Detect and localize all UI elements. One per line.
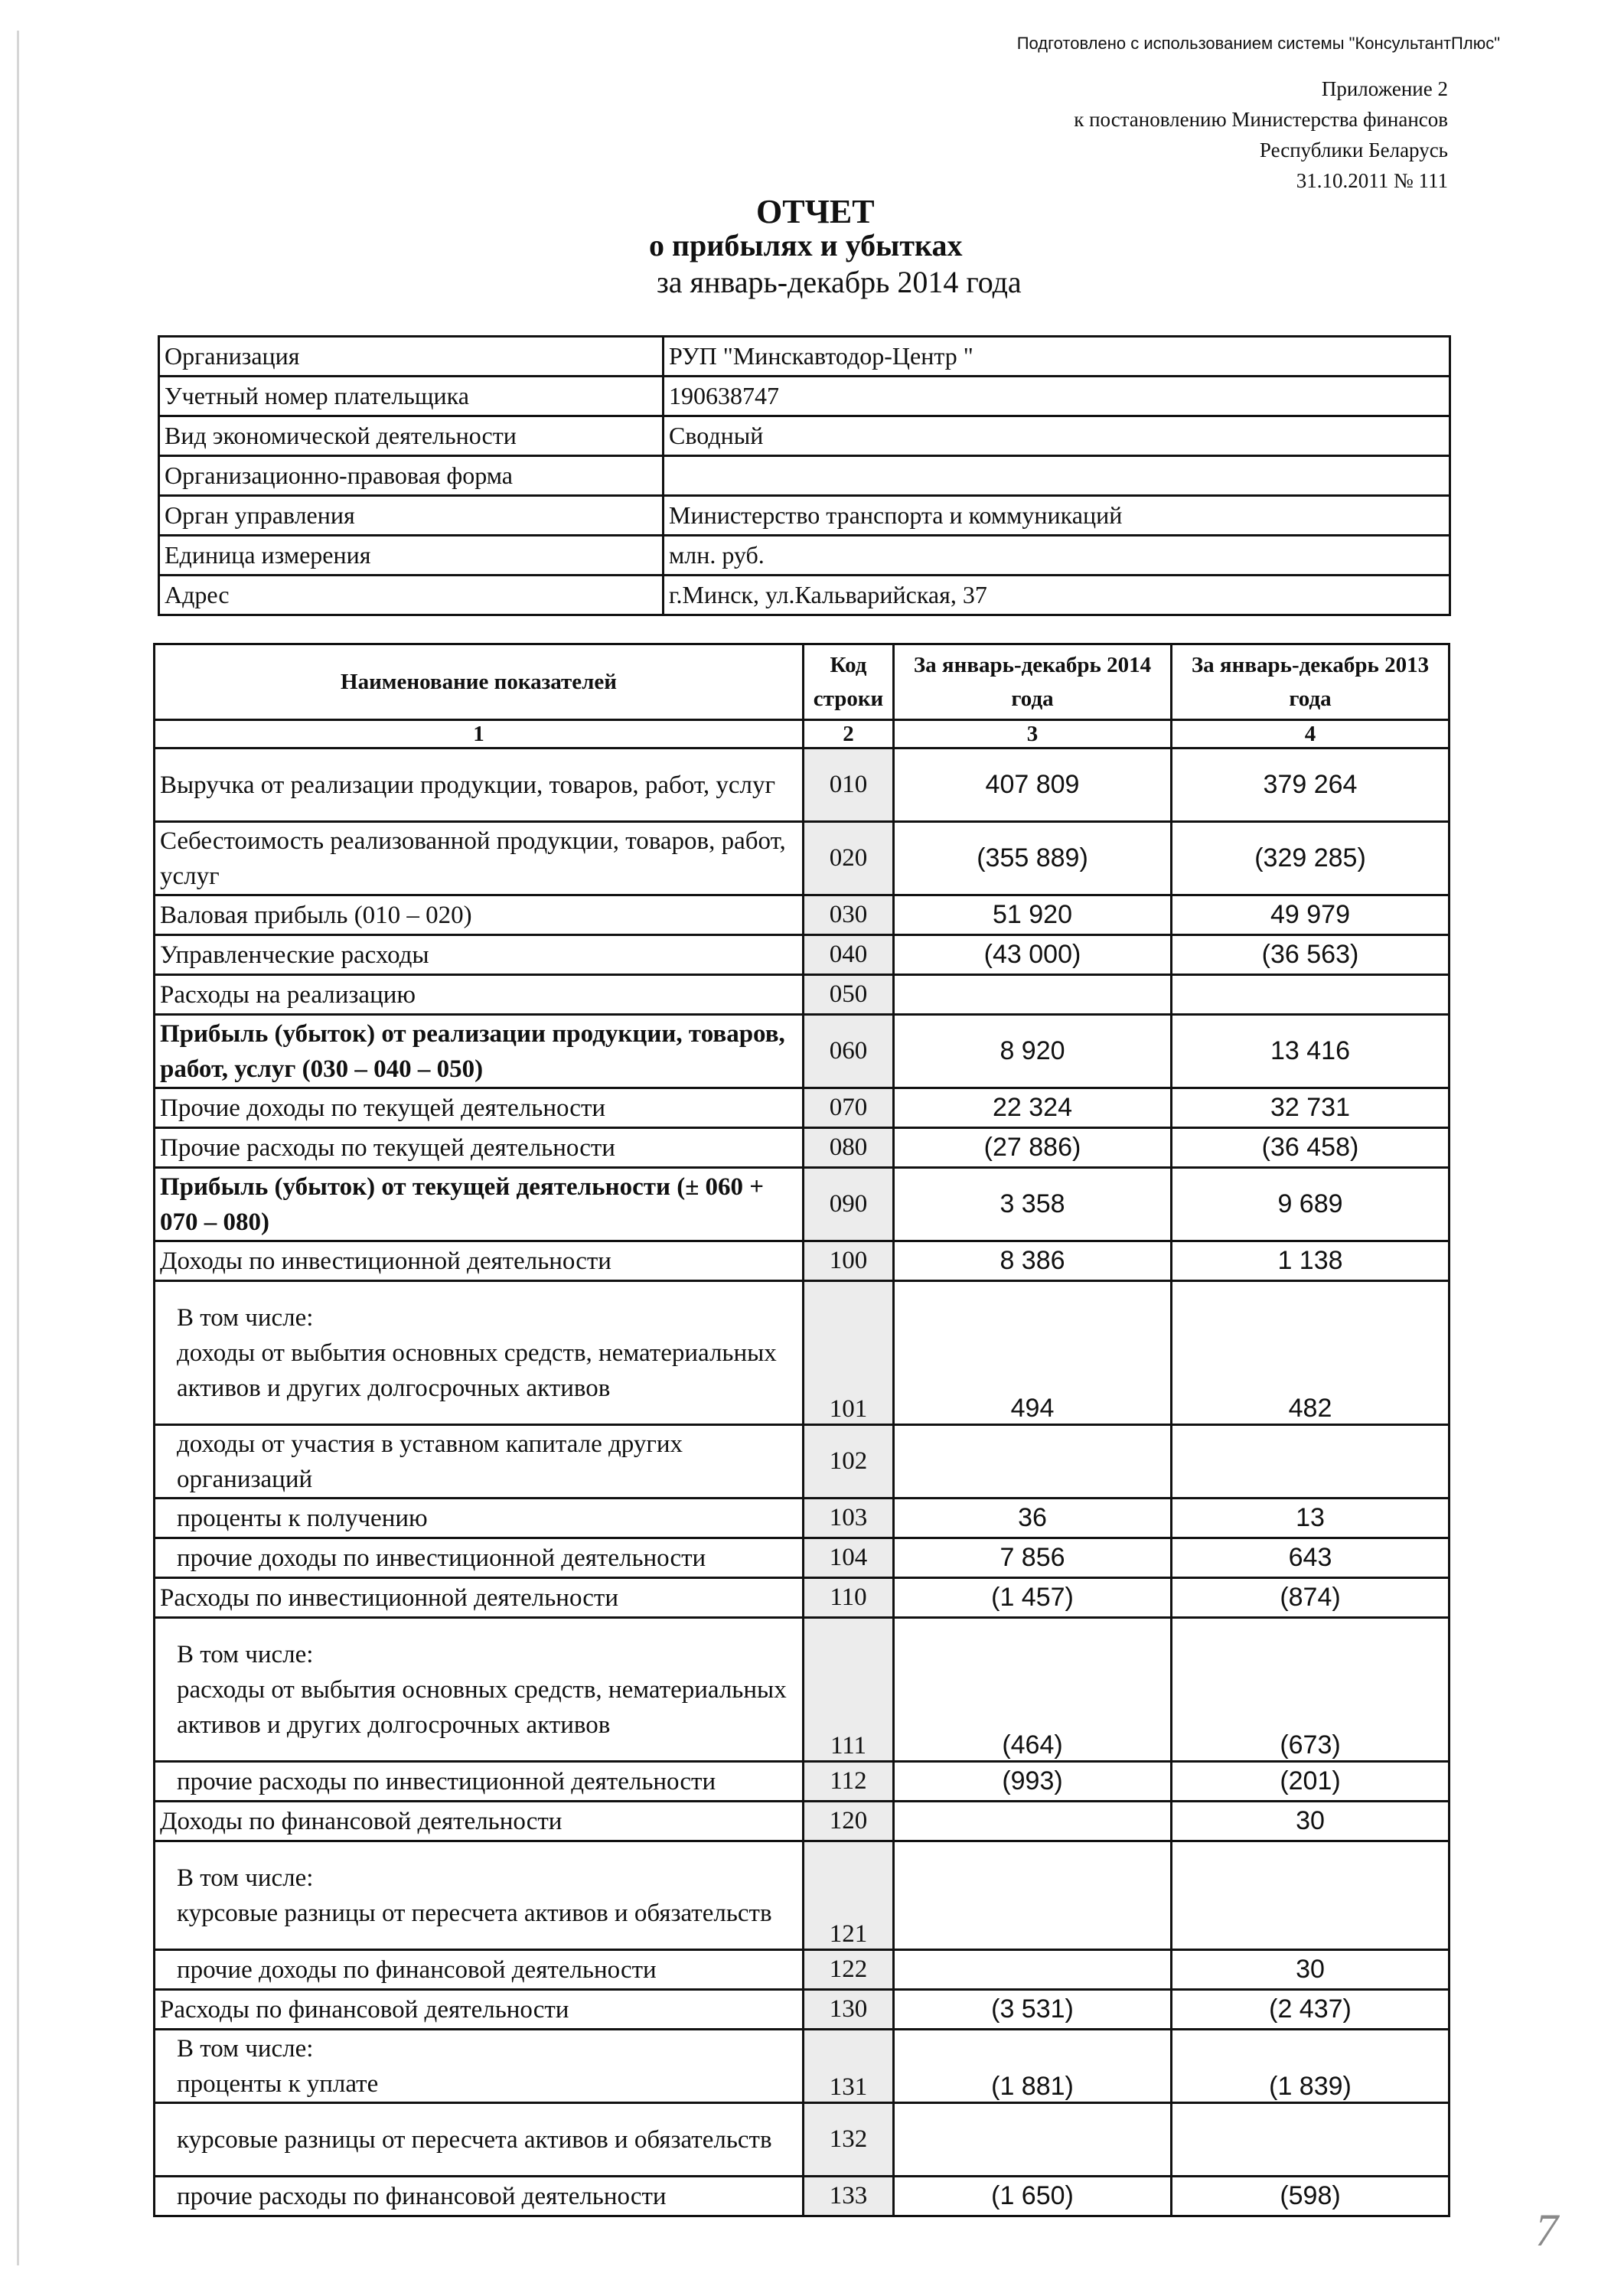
row-code: 070	[804, 1088, 894, 1128]
value-2013: 13	[1172, 1499, 1450, 1538]
value-2013	[1172, 1425, 1450, 1499]
appendix-block	[1074, 73, 1448, 196]
row-name: В том числе: расходы от выбытия основных средств, нематериальных активов и других долгосрочных активов	[155, 1618, 804, 1762]
row-code: 090	[804, 1168, 894, 1241]
table-row	[155, 1499, 1450, 1538]
table-row	[155, 1168, 1450, 1241]
row-code: 020	[804, 822, 894, 895]
row-code: 133	[804, 2177, 894, 2216]
row-name: Управленческие расходы	[155, 935, 804, 975]
info-value: млн. руб.	[664, 536, 1450, 576]
value-2013	[1172, 975, 1450, 1015]
row-code: 132	[804, 2103, 894, 2177]
row-name: Прочие расходы по текущей деятельности	[155, 1128, 804, 1168]
value-2014: 36	[894, 1499, 1172, 1538]
row-code: 130	[804, 1990, 894, 2030]
info-row	[159, 496, 1450, 536]
row-code: 104	[804, 1538, 894, 1578]
appendix-line: 31.10.2011 № 111	[1296, 169, 1448, 192]
table-row	[155, 1802, 1450, 1841]
info-label: Организационно-правовая форма	[159, 456, 664, 496]
value-2014: (464)	[894, 1618, 1172, 1762]
row-name: прочие доходы по инвестиционной деятельности	[155, 1538, 804, 1578]
value-2013: 643	[1172, 1538, 1450, 1578]
row-code: 122	[804, 1950, 894, 1990]
value-2014: 407 809	[894, 748, 1172, 822]
row-code: 102	[804, 1425, 894, 1499]
column-number-row	[155, 720, 1450, 748]
table-row	[155, 1088, 1450, 1128]
table-row	[155, 1618, 1450, 1762]
row-code: 010	[804, 748, 894, 822]
value-2013: (1 839)	[1172, 2030, 1450, 2103]
row-code: 040	[804, 935, 894, 975]
value-2014: (355 889)	[894, 822, 1172, 895]
info-label: Адрес	[159, 576, 664, 615]
handwritten-page-number: 7	[1535, 2205, 1558, 2255]
row-code: 050	[804, 975, 894, 1015]
table-header-row	[155, 644, 1450, 720]
row-name: Расходы по инвестиционной деятельности	[155, 1578, 804, 1618]
col-header-code: Код строки	[804, 644, 894, 720]
value-2014: (27 886)	[894, 1128, 1172, 1168]
value-2013: 30	[1172, 1950, 1450, 1990]
profit-loss-table	[153, 643, 1450, 2217]
row-name: В том числе: курсовые разницы от пересчета активов и обязательств	[155, 1841, 804, 1950]
value-2013: 482	[1172, 1281, 1450, 1425]
value-2014: (1 457)	[894, 1578, 1172, 1618]
row-name: Прибыль (убыток) от текущей деятельности (± 060 + 070 – 080)	[155, 1168, 804, 1241]
row-code: 120	[804, 1802, 894, 1841]
value-2013: (673)	[1172, 1618, 1450, 1762]
table-row	[155, 895, 1450, 935]
info-label: Вид экономической деятельности	[159, 416, 664, 456]
table-row	[155, 1990, 1450, 2030]
row-code: 103	[804, 1499, 894, 1538]
table-row	[155, 1241, 1450, 1281]
value-2013: 1 138	[1172, 1241, 1450, 1281]
info-row	[159, 337, 1450, 377]
table-row	[155, 975, 1450, 1015]
organization-info-table	[158, 335, 1451, 616]
info-value: Министерство транспорта и коммуникаций	[664, 496, 1450, 536]
value-2014: (993)	[894, 1762, 1172, 1802]
row-name: Доходы по инвестиционной деятельности	[155, 1241, 804, 1281]
row-name: Выручка от реализации продукции, товаров, работ, услуг	[155, 748, 804, 822]
row-name: Прочие доходы по текущей деятельности	[155, 1088, 804, 1128]
col-number: 3	[894, 720, 1172, 748]
info-row	[159, 456, 1450, 496]
value-2013: (2 437)	[1172, 1990, 1450, 2030]
table-row	[155, 935, 1450, 975]
value-2013: 379 264	[1172, 748, 1450, 822]
value-2014: 8 920	[894, 1015, 1172, 1088]
value-2013: (36 458)	[1172, 1128, 1450, 1168]
row-code: 112	[804, 1762, 894, 1802]
value-2013: (874)	[1172, 1578, 1450, 1618]
row-code: 060	[804, 1015, 894, 1088]
row-name: Расходы на реализацию	[155, 975, 804, 1015]
value-2014: 3 358	[894, 1168, 1172, 1241]
row-code: 100	[804, 1241, 894, 1281]
value-2013: 30	[1172, 1802, 1450, 1841]
value-2014	[894, 1950, 1172, 1990]
table-row	[155, 1762, 1450, 1802]
table-row	[155, 1841, 1450, 1950]
value-2014: 51 920	[894, 895, 1172, 935]
appendix-line: Республики Беларусь	[1259, 139, 1448, 161]
info-row	[159, 536, 1450, 576]
table-row	[155, 2177, 1450, 2216]
value-2013	[1172, 2103, 1450, 2177]
row-code: 110	[804, 1578, 894, 1618]
row-name: прочие доходы по финансовой деятельности	[155, 1950, 804, 1990]
table-row	[155, 822, 1450, 895]
col-header-name: Наименование показателей	[155, 644, 804, 720]
value-2014	[894, 1802, 1172, 1841]
row-code: 111	[804, 1618, 894, 1762]
title-line-1: ОТЧЕТ	[756, 193, 875, 230]
title-line-3: за январь-декабрь 2014 года	[657, 265, 1022, 299]
row-name: Расходы по финансовой деятельности	[155, 1990, 804, 2030]
table-row	[155, 1578, 1450, 1618]
value-2013: (598)	[1172, 2177, 1450, 2216]
table-row	[155, 1950, 1450, 1990]
value-2013: 9 689	[1172, 1168, 1450, 1241]
table-row	[155, 1281, 1450, 1425]
consultant-note: Подготовлено с использованием системы "КонсультантПлюс"	[1016, 34, 1500, 53]
info-label: Единица измерения	[159, 536, 664, 576]
row-name: прочие расходы по финансовой деятельности	[155, 2177, 804, 2216]
row-code: 030	[804, 895, 894, 935]
row-code: 080	[804, 1128, 894, 1168]
value-2013: 49 979	[1172, 895, 1450, 935]
value-2014: 22 324	[894, 1088, 1172, 1128]
value-2013: (329 285)	[1172, 822, 1450, 895]
col-number: 2	[804, 720, 894, 748]
value-2013: (36 563)	[1172, 935, 1450, 975]
row-name: Доходы по финансовой деятельности	[155, 1802, 804, 1841]
row-name: Прибыль (убыток) от реализации продукции, товаров, работ, услуг (030 – 040 – 050)	[155, 1015, 804, 1088]
info-label: Орган управления	[159, 496, 664, 536]
info-value: 190638747	[664, 377, 1450, 416]
value-2013: (201)	[1172, 1762, 1450, 1802]
value-2014	[894, 1841, 1172, 1950]
title-line-2: о прибылях и убытках	[649, 228, 963, 263]
row-name: курсовые разницы от пересчета активов и обязательств	[155, 2103, 804, 2177]
value-2014	[894, 1425, 1172, 1499]
appendix-line: Приложение 2	[1321, 77, 1448, 100]
info-value	[664, 456, 1450, 496]
col-header-2013: За январь-декабрь 2013 года	[1172, 644, 1450, 720]
value-2014	[894, 975, 1172, 1015]
scan-margin-line	[17, 31, 19, 2265]
col-number: 1	[155, 720, 804, 748]
col-number: 4	[1172, 720, 1450, 748]
row-code: 131	[804, 2030, 894, 2103]
row-name: Валовая прибыль (010 – 020)	[155, 895, 804, 935]
value-2014: 7 856	[894, 1538, 1172, 1578]
row-name: проценты к получению	[155, 1499, 804, 1538]
row-name: В том числе: проценты к уплате	[155, 2030, 804, 2103]
info-row	[159, 377, 1450, 416]
appendix-line: к постановлению Министерства финансов	[1074, 108, 1448, 131]
info-value: Сводный	[664, 416, 1450, 456]
value-2014	[894, 2103, 1172, 2177]
row-name: В том числе: доходы от выбытия основных средств, нематериальных активов и других долгосрочных активов	[155, 1281, 804, 1425]
value-2013: 32 731	[1172, 1088, 1450, 1128]
info-row	[159, 416, 1450, 456]
value-2014: 494	[894, 1281, 1172, 1425]
value-2014: (1 881)	[894, 2030, 1172, 2103]
table-row	[155, 748, 1450, 822]
info-label: Учетный номер плательщика	[159, 377, 664, 416]
table-row	[155, 2030, 1450, 2103]
table-row	[155, 1538, 1450, 1578]
value-2014: 8 386	[894, 1241, 1172, 1281]
row-code: 101	[804, 1281, 894, 1425]
value-2014: (1 650)	[894, 2177, 1172, 2216]
table-row	[155, 1015, 1450, 1088]
value-2014: (43 000)	[894, 935, 1172, 975]
row-name: доходы от участия в уставном капитале других организаций	[155, 1425, 804, 1499]
value-2013	[1172, 1841, 1450, 1950]
table-row	[155, 1128, 1450, 1168]
row-name: Себестоимость реализованной продукции, товаров, работ, услуг	[155, 822, 804, 895]
row-code: 121	[804, 1841, 894, 1950]
info-row	[159, 576, 1450, 615]
table-row	[155, 2103, 1450, 2177]
info-value: РУП "Минскавтодор-Центр "	[664, 337, 1450, 377]
info-label: Организация	[159, 337, 664, 377]
row-name: прочие расходы по инвестиционной деятельности	[155, 1762, 804, 1802]
col-header-2014: За январь-декабрь 2014 года	[894, 644, 1172, 720]
value-2014: (3 531)	[894, 1990, 1172, 2030]
table-row	[155, 1425, 1450, 1499]
info-value: г.Минск, ул.Кальварийская, 37	[664, 576, 1450, 615]
value-2013: 13 416	[1172, 1015, 1450, 1088]
